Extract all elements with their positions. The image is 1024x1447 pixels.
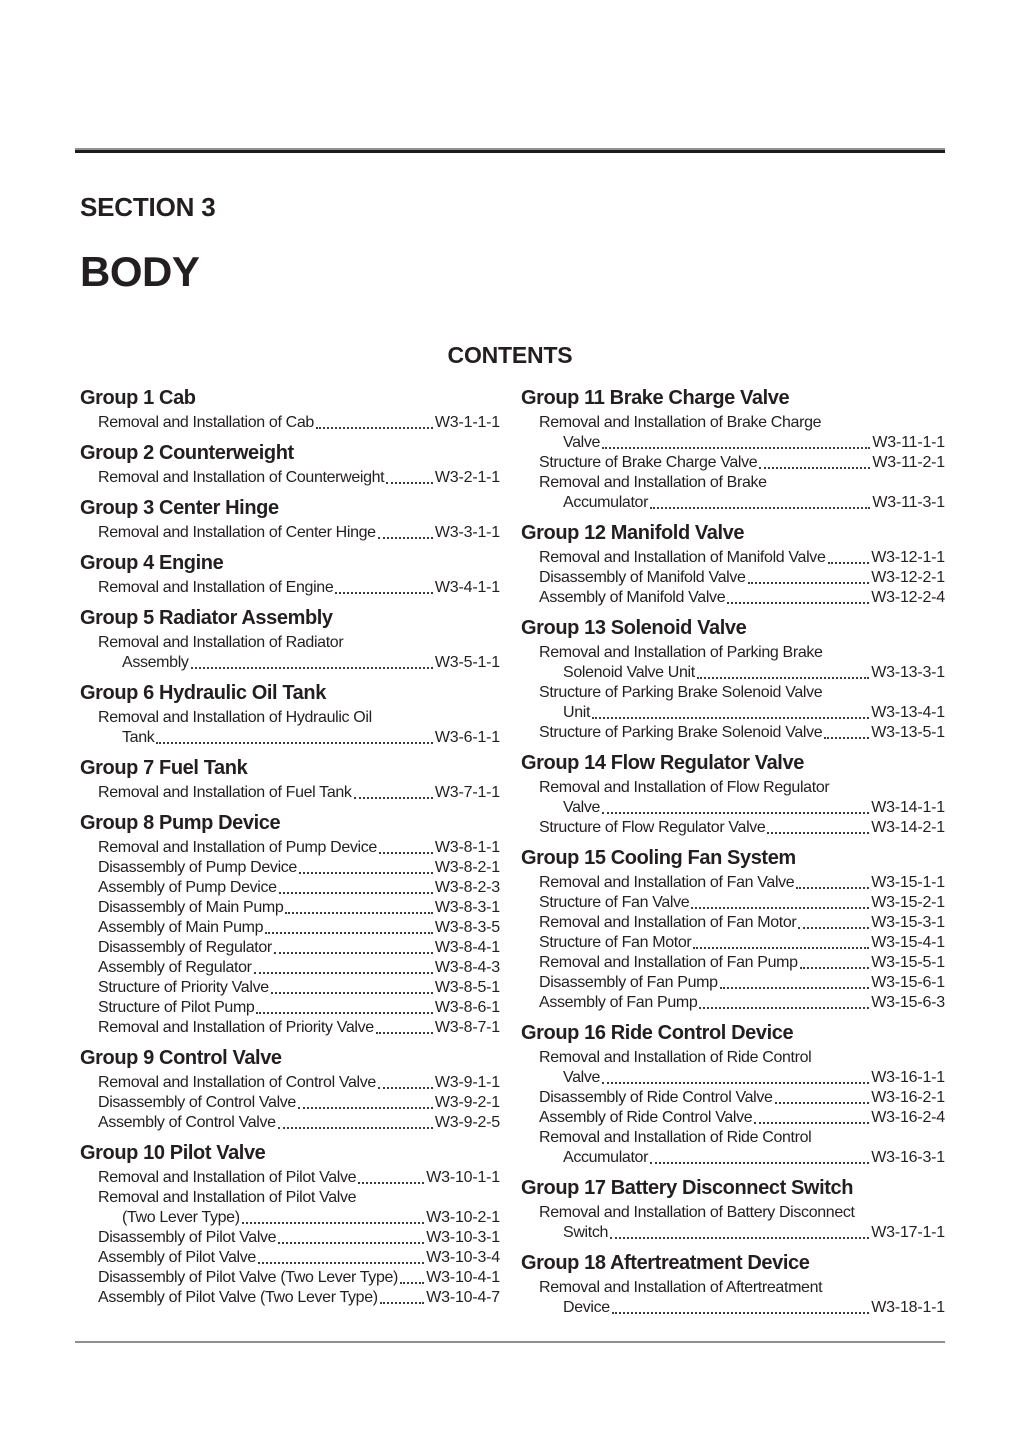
- toc-entry-line: [80, 578, 500, 598]
- page-ref: W3-10-1-1: [426, 1169, 500, 1186]
- toc-entry-line: [521, 1278, 945, 1298]
- page-ref: W3-11-3-1: [872, 494, 945, 511]
- dot-leader: [691, 893, 869, 909]
- group-heading: Group 13 Solenoid Valve: [521, 617, 747, 639]
- dot-leader: [796, 873, 869, 889]
- dot-leader: [602, 1068, 869, 1084]
- page-ref: W3-8-3-1: [434, 899, 500, 916]
- toc-entry-text: Disassembly of Control Valve: [98, 1094, 296, 1111]
- page-ref: W3-10-3-1: [426, 1229, 500, 1246]
- toc-entry-text: Disassembly of Main Pump: [98, 899, 284, 916]
- group-heading: Group 8 Pump Device: [80, 812, 281, 834]
- toc-group: [80, 496, 500, 543]
- toc-entry-text: Structure of Pilot Pump: [98, 999, 255, 1016]
- toc-entry-text: Structure of Flow Regulator Valve: [539, 819, 766, 836]
- toc-entry-text: Removal and Installation of Flow Regulator: [539, 779, 830, 796]
- dot-leader: [274, 938, 433, 954]
- toc-group: [80, 681, 500, 748]
- page-ref: W3-13-3-1: [871, 664, 945, 681]
- dot-leader: [298, 1093, 433, 1109]
- page-ref: W3-3-1-1: [434, 524, 500, 541]
- toc-entry-line: [521, 1108, 945, 1128]
- page-ref: W3-12-1-1: [871, 549, 945, 566]
- toc-entry-text: Disassembly of Ride Control Valve: [539, 1089, 773, 1106]
- toc-entry-text: Assembly of Pilot Valve (Two Lever Type): [98, 1289, 378, 1306]
- dot-leader: [376, 1018, 433, 1034]
- page-ref: W3-11-2-1: [872, 454, 945, 471]
- toc-entry-line: [521, 683, 945, 703]
- toc-entry-line: [521, 953, 945, 973]
- group-heading: Group 2 Counterweight: [80, 442, 294, 464]
- toc-entry-line: [80, 918, 500, 938]
- toc-column-right: [521, 386, 945, 1318]
- page-ref: W3-8-2-1: [434, 859, 500, 876]
- page-ref: W3-8-2-3: [434, 879, 500, 896]
- toc-entry-text: Disassembly of Pump Device: [98, 859, 297, 876]
- toc-entry-line: [521, 818, 945, 838]
- page-ref: W3-9-1-1: [434, 1074, 500, 1091]
- toc-entry-text: Removal and Installation of Aftertreatment: [539, 1279, 823, 1296]
- dot-leader: [254, 958, 433, 974]
- toc-entry-line: [80, 878, 500, 898]
- dot-leader: [380, 1288, 424, 1304]
- toc-group: [521, 1176, 945, 1243]
- page-ref: W3-9-2-1: [434, 1094, 500, 1111]
- page-ref: W3-1-1-1: [434, 414, 500, 431]
- toc-entry-text: Structure of Parking Brake Solenoid Valve: [539, 684, 823, 701]
- toc-entry-line: [80, 1113, 500, 1133]
- contents-heading: CONTENTS: [447, 342, 573, 368]
- dot-leader: [358, 1168, 424, 1184]
- toc-group: [80, 1046, 500, 1133]
- toc-entry-text: Removal and Installation of Ride Control: [539, 1129, 812, 1146]
- toc-entry-text: Removal and Installation of Fan Pump: [539, 954, 798, 971]
- page-ref: W3-16-1-1: [871, 1069, 945, 1086]
- dot-leader: [278, 1113, 433, 1129]
- page-ref: W3-16-3-1: [871, 1149, 945, 1166]
- page-ref: W3-2-1-1: [434, 469, 500, 486]
- toc-entry-line: [80, 633, 500, 653]
- dot-leader: [278, 1228, 424, 1244]
- toc-entry-text: Assembly of Main Pump: [98, 919, 264, 936]
- page-ref: W3-7-1-1: [434, 784, 500, 801]
- dot-leader: [699, 993, 869, 1009]
- toc-entry-text: Assembly of Manifold Valve: [539, 589, 726, 606]
- toc-group: [80, 1141, 500, 1308]
- dot-leader: [156, 728, 433, 744]
- page-ref: W3-15-5-1: [871, 954, 945, 971]
- toc-entry-line: [80, 1268, 500, 1288]
- toc-entry-line: [521, 1203, 945, 1223]
- toc-entry-line: [521, 893, 945, 913]
- toc-entry-text: Disassembly of Fan Pump: [539, 974, 718, 991]
- toc-entry-text: Valve: [563, 1069, 601, 1086]
- toc-entry-line: [521, 663, 945, 683]
- toc-entry-line: [521, 413, 945, 433]
- toc-entry-text: Assembly of Pilot Valve: [98, 1249, 256, 1266]
- toc-entry-line: [521, 723, 945, 743]
- dot-leader: [602, 798, 869, 814]
- toc-entry-line: [80, 1288, 500, 1308]
- page-ref: W3-12-2-4: [871, 589, 945, 606]
- dot-leader: [759, 453, 870, 469]
- page-ref: W3-8-5-1: [434, 979, 500, 996]
- toc-entry-line: [80, 728, 500, 748]
- page-ref: W3-16-2-1: [871, 1089, 945, 1106]
- group-heading: Group 12 Manifold Valve: [521, 522, 745, 544]
- toc-entry-line: [80, 998, 500, 1018]
- dot-leader: [748, 568, 870, 584]
- page-ref: W3-11-1-1: [872, 434, 945, 451]
- toc-entry-line: [521, 643, 945, 663]
- toc-entry-text: Switch: [563, 1224, 609, 1241]
- dot-leader: [299, 858, 433, 874]
- toc-entry-line: [521, 1128, 945, 1148]
- toc-entry-text: Unit: [563, 704, 591, 721]
- toc-entry-text: Removal and Installation of Priority Valve: [98, 1019, 374, 1036]
- toc-entry-text: Assembly of Regulator: [98, 959, 252, 976]
- bottom-rule: [75, 1341, 945, 1343]
- dot-leader: [386, 468, 433, 484]
- dot-leader: [824, 723, 869, 739]
- page-ref: W3-15-3-1: [871, 914, 945, 931]
- page-ref: W3-10-4-1: [426, 1269, 500, 1286]
- toc-entry-text: Structure of Fan Motor: [539, 934, 692, 951]
- toc-group: [521, 1021, 945, 1168]
- toc-entry-text: Removal and Installation of Parking Brake: [539, 644, 823, 661]
- page-ref: W3-15-6-3: [871, 994, 945, 1011]
- page-title: BODY: [80, 248, 200, 295]
- dot-leader: [378, 1073, 433, 1089]
- toc-entry-line: [80, 523, 500, 543]
- toc-entry-line: [80, 838, 500, 858]
- dot-leader: [191, 653, 433, 669]
- toc-entry-line: [80, 1228, 500, 1248]
- toc-entry-text: Removal and Installation of Cab: [98, 414, 314, 431]
- page-ref: W3-13-4-1: [871, 704, 945, 721]
- dot-leader: [378, 523, 433, 539]
- group-heading: Group 4 Engine: [80, 552, 224, 574]
- page-ref: W3-10-2-1: [426, 1209, 500, 1226]
- toc-entry-text: Accumulator: [563, 494, 649, 511]
- group-heading: Group 10 Pilot Valve: [80, 1142, 266, 1164]
- toc-entry-text: Disassembly of Regulator: [98, 939, 272, 956]
- dot-leader: [610, 1223, 869, 1239]
- group-heading: Group 6 Hydraulic Oil Tank: [80, 682, 326, 704]
- toc-entry-line: [521, 1223, 945, 1243]
- toc-group: [521, 521, 945, 608]
- page-ref: W3-15-6-1: [871, 974, 945, 991]
- toc-entry-line: [80, 1018, 500, 1038]
- dot-leader: [602, 433, 870, 449]
- toc-entry-line: [80, 1248, 500, 1268]
- toc-entry-line: [521, 493, 945, 513]
- toc-entry-text: Assembly of Pump Device: [98, 879, 277, 896]
- toc-entry-line: [521, 798, 945, 818]
- toc-entry-text: Removal and Installation of Pump Device: [98, 839, 377, 856]
- toc-entry-text: Removal and Installation of Fan Motor: [539, 914, 797, 931]
- page-ref: W3-8-7-1: [434, 1019, 500, 1036]
- toc-group: [80, 386, 500, 433]
- dot-leader: [828, 548, 870, 564]
- toc-entry-text: Structure of Fan Valve: [539, 894, 690, 911]
- dot-leader: [271, 978, 433, 994]
- dot-leader: [316, 413, 433, 429]
- toc-entry-line: [80, 468, 500, 488]
- toc-entry-line: [80, 858, 500, 878]
- toc-entry-line: [80, 958, 500, 978]
- dot-leader: [279, 878, 433, 894]
- toc-entry-text: Structure of Parking Brake Solenoid Valve: [539, 724, 823, 741]
- page-ref: W3-8-1-1: [434, 839, 500, 856]
- dot-leader: [256, 998, 432, 1014]
- group-heading: Group 9 Control Valve: [80, 1047, 282, 1069]
- dot-leader: [592, 703, 869, 719]
- toc-entry-text: Assembly: [122, 654, 189, 671]
- dot-leader: [727, 588, 869, 604]
- group-heading: Group 14 Flow Regulator Valve: [521, 752, 804, 774]
- toc-entry-line: [521, 433, 945, 453]
- toc-entry-text: Valve: [563, 799, 601, 816]
- toc-entry-line: [521, 873, 945, 893]
- dot-leader: [775, 1088, 870, 1104]
- dot-leader: [720, 973, 870, 989]
- group-heading: Group 15 Cooling Fan System: [521, 847, 796, 869]
- toc-entry-line: [521, 778, 945, 798]
- dot-leader: [697, 663, 869, 679]
- toc-entry-text: Assembly of Ride Control Valve: [539, 1109, 753, 1126]
- page-ref: W3-16-2-4: [871, 1109, 945, 1126]
- dot-leader: [650, 1148, 869, 1164]
- page-ref: W3-8-4-1: [434, 939, 500, 956]
- group-heading: Group 16 Ride Control Device: [521, 1022, 794, 1044]
- page-ref: W3-8-6-1: [434, 999, 500, 1016]
- page-ref: W3-12-2-1: [871, 569, 945, 586]
- toc-group: [521, 386, 945, 513]
- toc-entry-line: [80, 1093, 500, 1113]
- toc-entry-text: (Two Lever Type): [122, 1209, 240, 1226]
- toc-entry-text: Removal and Installation of Ride Control: [539, 1049, 812, 1066]
- page-ref: W3-13-5-1: [871, 724, 945, 741]
- group-heading: Group 18 Aftertreatment Device: [521, 1252, 810, 1274]
- toc-entry-line: [521, 453, 945, 473]
- dot-leader: [650, 493, 870, 509]
- toc-entry-line: [521, 913, 945, 933]
- toc-entry-text: Removal and Installation of Hydraulic Oil: [98, 709, 372, 726]
- toc-entry-line: [521, 568, 945, 588]
- toc-entry-line: [521, 473, 945, 493]
- dot-leader: [798, 913, 869, 929]
- toc-entry-line: [521, 703, 945, 723]
- page-ref: W3-14-1-1: [871, 799, 945, 816]
- page-ref: W3-9-2-5: [434, 1114, 500, 1131]
- page-ref: W3-5-1-1: [434, 654, 500, 671]
- toc-entry-text: Device: [563, 1299, 610, 1316]
- group-heading: Group 1 Cab: [80, 387, 196, 409]
- toc-entry-text: Valve: [563, 434, 601, 451]
- toc-group: [521, 751, 945, 838]
- toc-entry-text: Removal and Installation of Battery Disconnect: [539, 1204, 855, 1221]
- page-ref: W3-4-1-1: [434, 579, 500, 596]
- dot-leader: [693, 933, 869, 949]
- toc-group: [80, 606, 500, 673]
- toc-entry-text: Removal and Installation of Engine: [98, 579, 334, 596]
- top-double-rule: [75, 148, 945, 153]
- group-heading: Group 11 Brake Charge Valve: [521, 387, 790, 409]
- toc-column-left: [80, 386, 500, 1308]
- toc-entry-line: [80, 978, 500, 998]
- group-heading: Group 5 Radiator Assembly: [80, 607, 333, 629]
- toc-entry-line: [80, 413, 500, 433]
- toc-entry-line: [521, 1068, 945, 1088]
- dot-leader: [379, 838, 433, 854]
- toc-entry-line: [521, 1088, 945, 1108]
- toc-entry-line: [80, 1208, 500, 1228]
- page-ref: W3-18-1-1: [871, 1299, 945, 1316]
- toc-entry-text: Removal and Installation of Fan Valve: [539, 874, 795, 891]
- page-ref: W3-15-1-1: [871, 874, 945, 891]
- toc-entry-text: Removal and Installation of Pilot Valve: [98, 1189, 357, 1206]
- toc-entry-text: Disassembly of Pilot Valve (Two Lever Type): [98, 1269, 399, 1286]
- toc-group: [521, 846, 945, 1013]
- section-label: SECTION 3: [80, 192, 216, 222]
- dot-leader: [767, 818, 869, 834]
- toc-entry-text: Removal and Installation of Brake: [539, 474, 767, 491]
- toc-entry-text: Structure of Brake Charge Valve: [539, 454, 758, 471]
- toc-entry-line: [80, 653, 500, 673]
- dot-leader: [335, 578, 433, 594]
- toc-entry-text: Removal and Installation of Manifold Valve: [539, 549, 826, 566]
- group-heading: Group 7 Fuel Tank: [80, 757, 248, 779]
- page-ref: W3-14-2-1: [871, 819, 945, 836]
- toc-group: [80, 811, 500, 1038]
- page-ref: W3-6-1-1: [434, 729, 500, 746]
- toc-entry-line: [80, 1168, 500, 1188]
- dot-leader: [354, 783, 433, 799]
- toc-entry-line: [521, 933, 945, 953]
- dot-leader: [400, 1268, 424, 1284]
- toc-group: [80, 551, 500, 598]
- toc-entry-text: Assembly of Fan Pump: [539, 994, 698, 1011]
- dot-leader: [285, 898, 432, 914]
- toc-group: [521, 616, 945, 743]
- toc-entry-text: Removal and Installation of Counterweight: [98, 469, 385, 486]
- toc-entry-text: Structure of Priority Valve: [98, 979, 269, 996]
- toc-entry-line: [80, 938, 500, 958]
- toc-entry-line: [521, 1048, 945, 1068]
- dot-leader: [754, 1108, 869, 1124]
- toc-entry-text: Removal and Installation of Pilot Valve: [98, 1169, 357, 1186]
- toc-entry-text: Removal and Installation of Fuel Tank: [98, 784, 352, 801]
- page-ref: W3-8-4-3: [434, 959, 500, 976]
- toc-group: [80, 756, 500, 803]
- toc-entry-text: Assembly of Control Valve: [98, 1114, 276, 1131]
- dot-leader: [800, 953, 870, 969]
- toc-entry-line: [80, 898, 500, 918]
- toc-entry-text: Removal and Installation of Center Hinge: [98, 524, 376, 541]
- toc-entry-line: [80, 708, 500, 728]
- toc-entry-line: [80, 1073, 500, 1093]
- table-of-contents: [80, 386, 945, 1318]
- toc-entry-text: Removal and Installation of Brake Charge: [539, 414, 822, 431]
- toc-group: [80, 441, 500, 488]
- toc-entry-line: [521, 973, 945, 993]
- toc-entry-line: [521, 588, 945, 608]
- toc-entry-line: [521, 548, 945, 568]
- page-ref: W3-17-1-1: [871, 1224, 945, 1241]
- dot-leader: [242, 1208, 425, 1224]
- page-ref: W3-8-3-5: [434, 919, 500, 936]
- dot-leader: [258, 1248, 424, 1264]
- page-ref: W3-10-4-7: [426, 1289, 500, 1306]
- dot-leader: [265, 918, 433, 934]
- toc-entry-text: Removal and Installation of Radiator: [98, 634, 344, 651]
- toc-entry-line: [521, 1298, 945, 1318]
- toc-entry-text: Removal and Installation of Control Valve: [98, 1074, 376, 1091]
- toc-entry-text: Solenoid Valve Unit: [563, 664, 695, 681]
- toc-entry-text: Accumulator: [563, 1149, 649, 1166]
- toc-entry-line: [80, 783, 500, 803]
- page-ref: W3-15-2-1: [871, 894, 945, 911]
- toc-group: [521, 1251, 945, 1318]
- toc-entry-line: [521, 993, 945, 1013]
- page-ref: W3-15-4-1: [871, 934, 945, 951]
- dot-leader: [612, 1298, 869, 1314]
- page-ref: W3-10-3-4: [426, 1249, 500, 1266]
- toc-entry-text: Disassembly of Manifold Valve: [539, 569, 746, 586]
- toc-entry-line: [80, 1188, 500, 1208]
- group-heading: Group 3 Center Hinge: [80, 497, 279, 519]
- toc-entry-line: [521, 1148, 945, 1168]
- toc-entry-text: Tank: [122, 729, 155, 746]
- toc-entry-text: Disassembly of Pilot Valve: [98, 1229, 277, 1246]
- group-heading: Group 17 Battery Disconnect Switch: [521, 1177, 854, 1199]
